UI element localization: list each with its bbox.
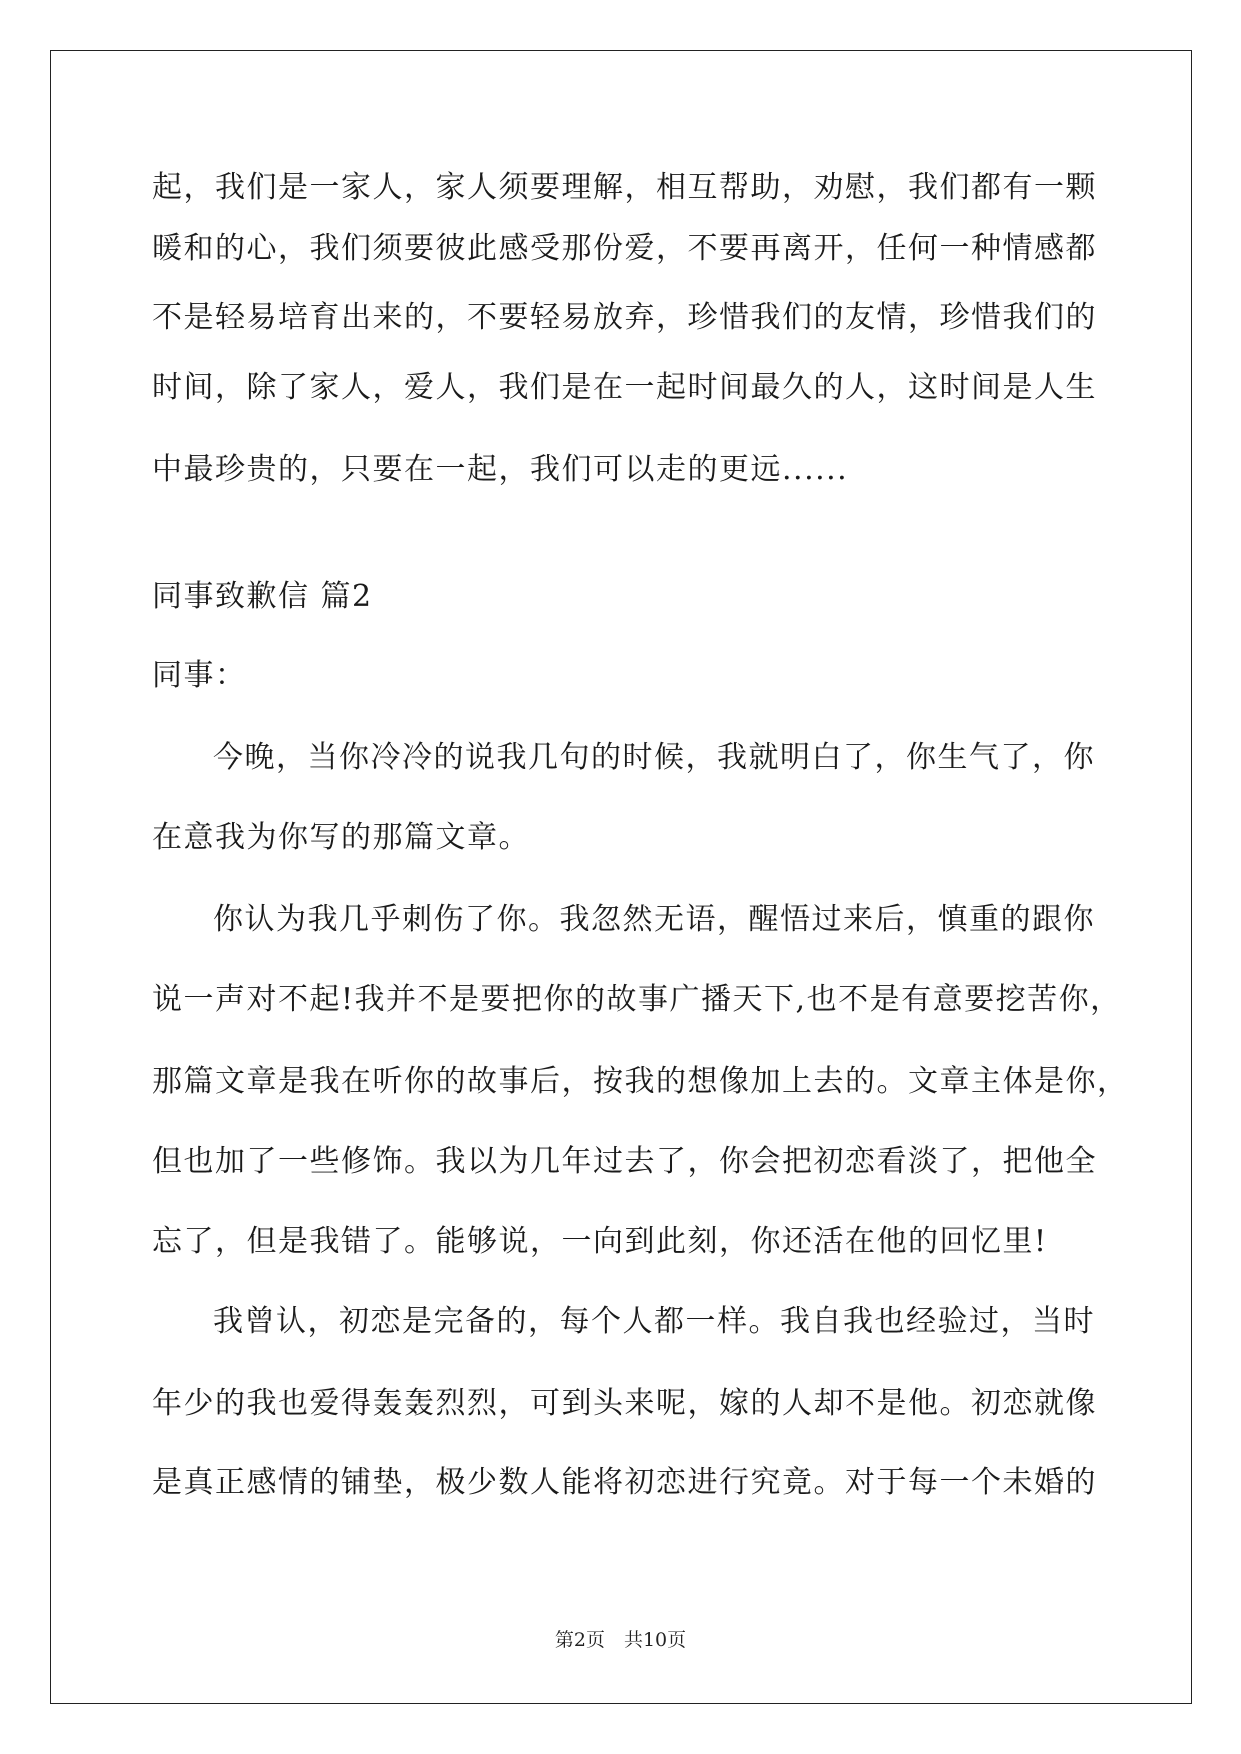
body-text-line: 不是轻易培育出来的，不要轻易放弃，珍惜我们的友情，珍惜我们的	[152, 300, 1097, 335]
body-text-line: 起，我们是一家人，家人须要理解，相互帮助，劝慰，我们都有一颗	[152, 170, 1097, 205]
body-text-line: 在意我为你写的那篇文章。	[152, 820, 530, 855]
body-text-line: 今晚，当你冷冷的说我几句的时候，我就明白了，你生气了，你	[213, 740, 1095, 775]
section-heading: 同事致歉信 篇2	[152, 579, 373, 614]
body-text-line: 年少的我也爱得轰轰烈烈，可到头来呢，嫁的人却不是他。初恋就像	[152, 1386, 1097, 1421]
body-text-line: 时间，除了家人，爱人，我们是在一起时间最久的人，这时间是人生	[152, 370, 1097, 405]
body-text-line: 是真正感情的铺垫，极少数人能将初恋进行究竟。对于每一个未婚的	[152, 1465, 1097, 1500]
body-text-line: 中最珍贵的，只要在一起，我们可以走的更远......	[152, 452, 849, 487]
body-text-line: 暖和的心，我们须要彼此感受那份爱，不要再离开，任何一种情感都	[152, 231, 1097, 266]
body-text-line: 说一声对不起!我并不是要把你的故事广播天下,也不是有意要挖苦你，	[152, 982, 1122, 1017]
body-text-line: 那篇文章是我在听你的故事后，按我的想像加上去的。文章主体是你，	[152, 1064, 1129, 1099]
page-number-footer: 第2页 共10页	[554, 1629, 687, 1651]
body-text-line: 你认为我几乎刺伤了你。我忽然无语，醒悟过来后，慎重的跟你	[213, 902, 1095, 937]
body-text-line: 但也加了一些修饰。我以为几年过去了，你会把初恋看淡了，把他全	[152, 1144, 1097, 1179]
salutation: 同事：	[152, 658, 247, 693]
body-text-line: 忘了，但是我错了。能够说，一向到此刻，你还活在他的回忆里!	[152, 1224, 1048, 1259]
body-text-line: 我曾认，初恋是完备的，每个人都一样。我自我也经验过，当时	[213, 1304, 1095, 1339]
